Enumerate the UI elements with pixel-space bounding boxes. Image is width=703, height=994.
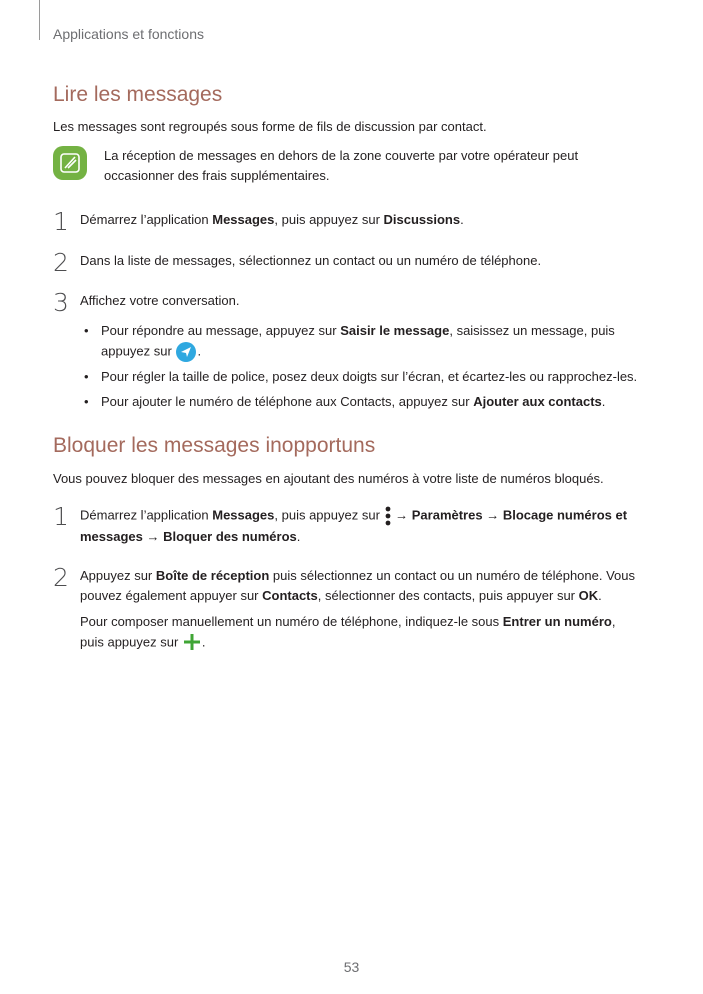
- bullet-dot: •: [84, 394, 89, 409]
- discussions-label: Discussions: [383, 212, 461, 227]
- app-name-messages: Messages: [212, 212, 275, 227]
- section1-intro: Les messages sont regroupés sous forme de fils de discussion par contact.: [53, 119, 487, 134]
- more-options-icon: [384, 505, 392, 527]
- step-number: 3: [53, 288, 69, 317]
- step-number: 1: [53, 207, 69, 236]
- step-text: Démarrez l’application Messages, puis appuyez sur → Paramètres → Blocage numéros et messages → Bloquer des numéros.: [80, 505, 650, 547]
- section-title-block-messages: Bloquer les messages inopportuns: [53, 434, 376, 457]
- note-text: La réception de messages en dehors de la zone couverte par votre opérateur peut occasionner des frais supplémentaires.: [104, 148, 579, 183]
- section-title-read-messages: Lire les messages: [53, 83, 223, 106]
- section2-intro: Vous pouvez bloquer des messages en ajoutant des numéros à votre liste de numéros bloqués.: [53, 471, 604, 486]
- page-number: 53: [343, 959, 360, 975]
- step-number: 1: [53, 502, 69, 531]
- step-number: 2: [53, 248, 69, 277]
- send-icon: [175, 341, 197, 363]
- section-header: Applications et fonctions: [53, 26, 204, 42]
- manual-page: Applications et fonctions Lire les messages Les messages sont regroupés sous forme de fils de discussion par contact. La réception de messages en dehors de la zone couverte par votre opérateur peut occasionner des frais supplémentaires. 1 Démarrez l’application Messages, puis appuyez sur Discussions. 2 Dans la liste de messages, sélectionnez un contact ou un numéro de téléphone. 3 Affichez votre conversation. • Pour répondre au message, appuyez sur Saisir le message, saisissez un message, puis appuyez sur . • Pour régler la taille de police, posez deux doigts sur l’écran, et écartez-les ou rapprochez-les. • Pour ajouter le numéro de téléphone aux Contacts, appuyez sur Ajouter aux contacts. Bloquer les messages inopportuns Vous pouvez bloquer des messages en ajoutant des numéros à votre liste de numéros bloqués. 1 Démarrez l’application Messages, puis appuyez sur → Paramètres → Blocage numéros et messages → Bloquer des numéros. 2 Appuyez sur Boîte de réception puis sélectionnez un contact ou un numéro de téléphone. Vous pouvez également appuyer sur Contacts, sélectionner des contacts, puis appuyer sur OK. Pour composer manuellement un numéro de téléphone, indiquez-le sous Entrer un numéro, puis appuyez sur . 53: [0, 0, 703, 994]
- bullet-dot: •: [84, 323, 89, 338]
- saisir-message-label: Saisir le message: [340, 323, 450, 338]
- step-text: Affichez votre conversation.: [80, 293, 240, 308]
- add-icon: [182, 632, 202, 654]
- header-rule: [39, 0, 40, 40]
- ajouter-contacts-label: Ajouter aux contacts: [473, 394, 602, 409]
- step-text: Démarrez l’application Messages, puis appuyez sur Discussions.: [80, 212, 464, 227]
- step-text: Dans la liste de messages, sélectionnez un contact ou un numéro de téléphone.: [80, 253, 542, 268]
- note-icon: [53, 146, 87, 180]
- step-text: Appuyez sur Boîte de réception puis sélectionnez un contact ou un numéro de téléphone. Vous pouvez également appuyer sur Contacts, sélectionner des contacts, puis appuyer sur OK. Pour composer manuellement un numéro de téléphone, indiquez-le sous Entrer un numéro, puis appuyez sur .: [80, 566, 650, 654]
- step-number: 2: [53, 563, 69, 592]
- bullet-dot: •: [84, 369, 89, 384]
